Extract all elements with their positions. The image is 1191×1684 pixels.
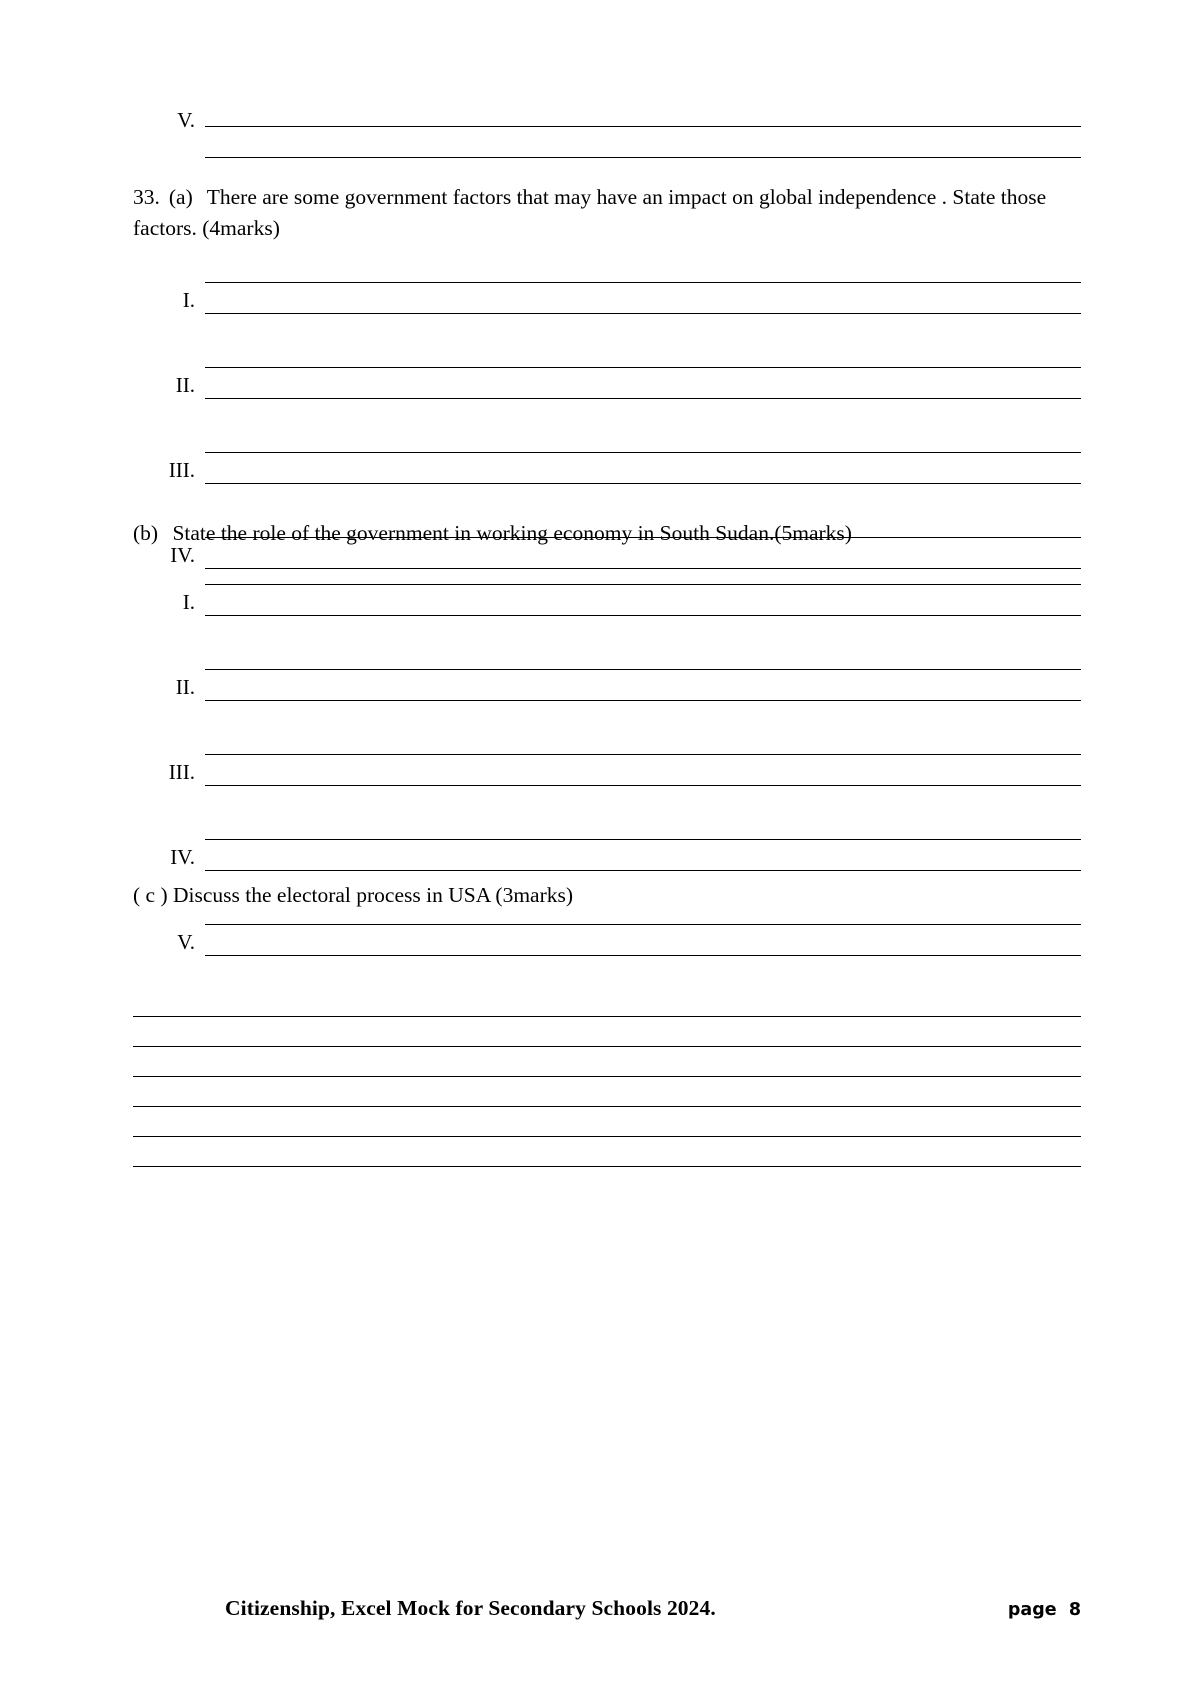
part-label-b: (b) (133, 521, 159, 545)
footer-title: Citizenship, Excel Mock for Secondary Schools 2024. (225, 1596, 716, 1620)
answer-item (133, 452, 1081, 513)
answer-rules[interactable] (205, 754, 1081, 786)
answer-line[interactable] (133, 1046, 1081, 1047)
footer-page-number: page 8 (1007, 1600, 1081, 1620)
answer-line[interactable] (133, 1016, 1081, 1017)
answer-rules[interactable] (205, 126, 1081, 158)
answer-line[interactable] (205, 398, 1081, 399)
roman-numeral-label: II. (175, 675, 195, 699)
answer-line[interactable] (205, 754, 1081, 755)
answer-line[interactable] (205, 157, 1081, 158)
question-33b-answers (133, 560, 1081, 985)
roman-numeral-label: IV. (170, 845, 195, 869)
roman-numeral-label: I. (182, 288, 195, 312)
answer-rules[interactable] (205, 669, 1081, 701)
answer-line[interactable] (205, 615, 1081, 616)
answer-line[interactable] (205, 839, 1081, 840)
answer-line[interactable] (133, 1166, 1081, 1167)
answer-line[interactable] (205, 870, 1081, 871)
answer-line[interactable] (205, 367, 1081, 368)
answer-line[interactable] (133, 1136, 1081, 1137)
question-33b-text (133, 518, 1083, 549)
answer-item (133, 754, 1081, 815)
answer-item (133, 282, 1081, 343)
answer-line[interactable] (205, 785, 1081, 786)
answer-rules[interactable] (205, 839, 1081, 871)
answer-line[interactable] (205, 669, 1081, 670)
answer-item (133, 669, 1081, 730)
answer-line[interactable] (205, 313, 1081, 314)
roman-numeral-label: V. (177, 108, 195, 132)
question-number: 33. (133, 185, 160, 209)
question-33a-body: There are some government factors that may have an impact on global independence . State those factors. (4marks) (133, 185, 1047, 241)
answer-line[interactable] (205, 924, 1081, 925)
answer-rules[interactable] (205, 924, 1081, 956)
answer-line[interactable] (205, 483, 1081, 484)
answer-item (133, 584, 1081, 645)
roman-numeral-label: II. (175, 373, 195, 397)
answer-line[interactable] (205, 955, 1081, 956)
answer-item-v-top (133, 106, 1081, 158)
answer-line[interactable] (205, 700, 1081, 701)
question-33c-text: ( c ) Discuss the electoral process in USA (3marks) (133, 883, 574, 907)
roman-numeral-label: I. (182, 590, 195, 614)
roman-numeral-label: IV. (170, 543, 195, 567)
roman-numeral-label: V. (177, 930, 195, 954)
answer-line[interactable] (205, 584, 1081, 585)
part-label-a: (a) (168, 185, 193, 209)
answer-line[interactable] (205, 126, 1081, 127)
answer-line[interactable] (133, 1106, 1081, 1107)
answer-rules[interactable] (205, 367, 1081, 399)
answer-rules[interactable] (205, 584, 1081, 616)
answer-rules[interactable] (205, 452, 1081, 484)
answer-rules[interactable] (205, 282, 1081, 314)
answer-line[interactable] (133, 1076, 1081, 1077)
answer-item (133, 367, 1081, 428)
answer-item (133, 924, 1081, 985)
answer-line[interactable] (205, 452, 1081, 453)
question-33a-text (133, 182, 1083, 244)
question-33b-body: State the role of the government in working economy in South Sudan.(5marks) (172, 521, 852, 545)
page-footer (133, 1596, 1081, 1621)
roman-numeral-label: III. (168, 458, 195, 482)
answer-line[interactable] (205, 282, 1081, 283)
question-33c-answers[interactable] (133, 1016, 1081, 1167)
roman-numeral-label: III. (168, 760, 195, 784)
